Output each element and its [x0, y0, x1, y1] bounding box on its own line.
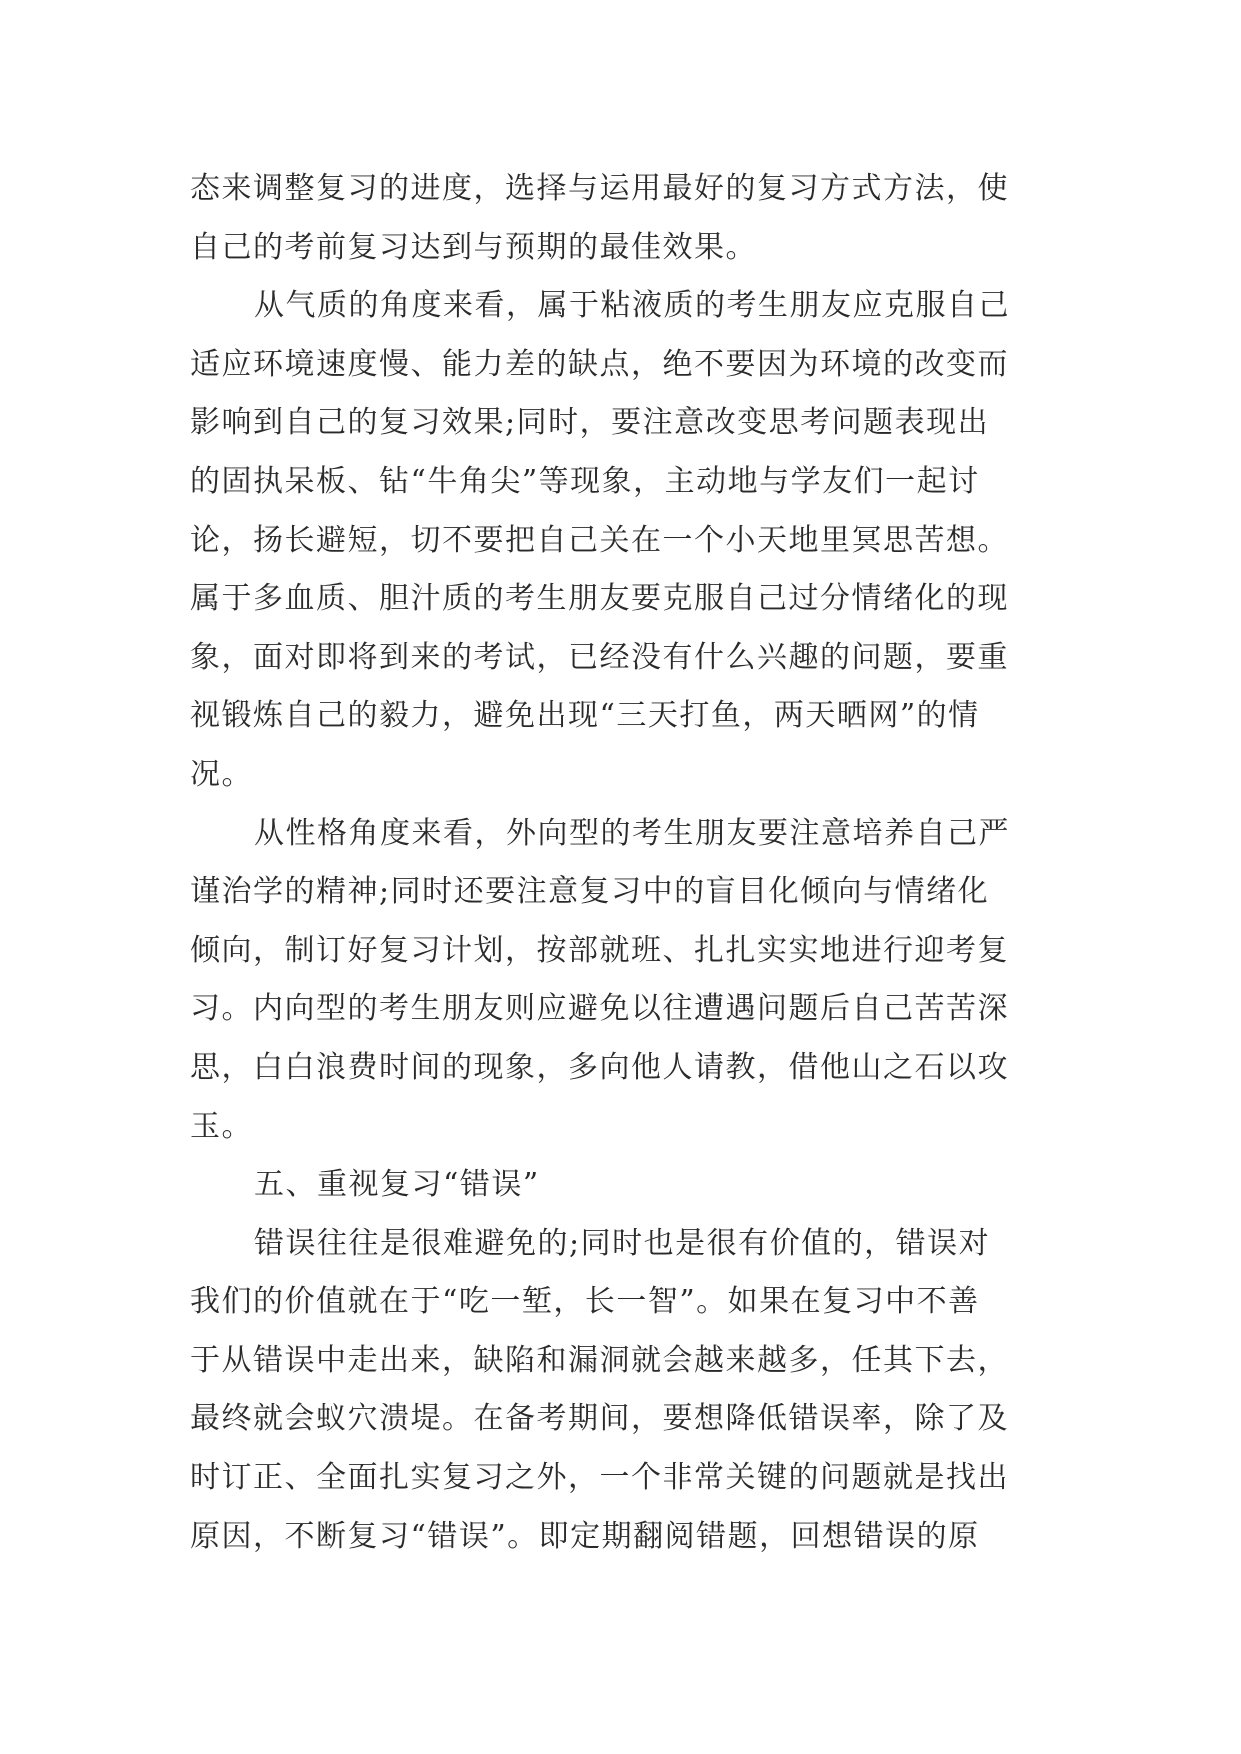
text-line: 态来调整复习的进度，选择与运用最好的复习方式方法，使: [190, 171, 1009, 206]
text-line: 玉。: [190, 1108, 253, 1144]
text-line: 最终就会蚁穴溃堤。在备考期间，要想降低错误率，除了及: [190, 1401, 1009, 1437]
text-line: 五、重视复习“错误”: [254, 1167, 540, 1203]
text-line: 影响到自己的复习效果;同时，要注意改变思考问题表现出: [190, 405, 990, 441]
text-line: 谨治学的精神;同时还要注意复习中的盲目化倾向与情绪化: [190, 874, 990, 910]
text-line: 从性格角度来看，外向型的考生朋友要注意培养自己严: [254, 815, 1010, 851]
text-line: 象，面对即将到来的考试，已经没有什么兴趣的问题，要重: [190, 639, 1009, 675]
text-line: 习。内向型的考生朋友则应避免以往遭遇问题后自己苦苦深: [190, 991, 1009, 1027]
text-line: 从气质的角度来看，属于粘液质的考生朋友应克服自己: [254, 288, 1010, 324]
text-line: 时订正、全面扎实复习之外，一个非常关键的问题就是找出: [190, 1460, 1009, 1496]
text-line: 我们的价值就在于“吃一堑，长一智”。如果在复习中不善: [190, 1284, 980, 1320]
text-line: 原因，不断复习“错误”。即定期翻阅错题，回想错误的原: [190, 1518, 980, 1554]
body-text: [190, 160, 1050, 1566]
text-line: 错误往往是很难避免的;同时也是很有价值的，错误对: [254, 1225, 991, 1261]
text-line: 自己的考前复习达到与预期的最佳效果。: [190, 229, 757, 265]
text-line: 于从错误中走出来，缺陷和漏洞就会越来越多，任其下去，: [190, 1342, 1009, 1378]
text-line: 论，扬长避短，切不要把自己关在一个小天地里冥思苦想。: [190, 522, 1009, 558]
text-line: 倾向，制订好复习计划，按部就班、扎扎实实地进行迎考复: [190, 932, 1009, 968]
text-line: 属于多血质、胆汁质的考生朋友要克服自己过分情绪化的现: [190, 581, 1009, 617]
text-line: 视锻炼自己的毅力，避免出现“三天打鱼，两天晒网”的情: [190, 698, 980, 734]
text-line: 的固执呆板、钻“牛角尖”等现象，主动地与学友们一起讨: [190, 463, 980, 499]
text-line: 况。: [190, 756, 253, 792]
text-line: 思，白白浪费时间的现象，多向他人请教，借他山之石以攻: [190, 1049, 1009, 1085]
text-line: 适应环境速度慢、能力差的缺点，绝不要因为环境的改变而: [190, 346, 1009, 382]
